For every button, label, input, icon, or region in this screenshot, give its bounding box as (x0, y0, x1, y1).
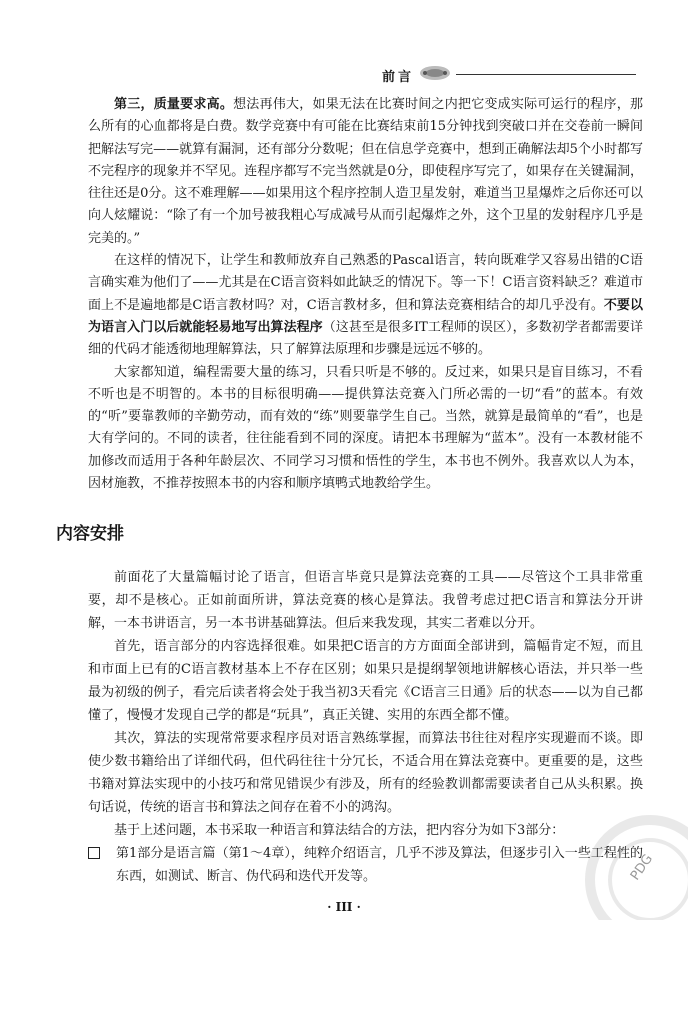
paragraph-lead: 第三，质量要求高。 (114, 97, 234, 112)
watermark-text: PDG (627, 851, 657, 884)
paragraph: 首先，语言部分的内容选择很难。如果把C语言的方方面面全部讲到，篇幅肯定不短，而且和市面上已有的C语言教材基本上不存在区别；如果只是提纲挈领地讲解核心语法，并只举一些最为初级的例子，看完后读者将会处于我当初3天看完《C语言三日通》后的状态——以为自己都懂了，慢慢才发现自己学的都是“玩具”，真正关键、实用的东西全都不懂。 (88, 639, 643, 723)
paragraph: 前面花了大量篇幅讨论了语言，但语言毕竟只是算法竞赛的工具——尽管这个工具非常重要，却不是核心。正如前面所讲，算法竞赛的核心是算法。我曾考虑过把C语言和算法分开讲解，一本书讲语言，另一本书讲基础算法。但后来我发现，其实二者难以分开。 (88, 570, 643, 631)
paragraph (88, 362, 643, 496)
checkbox-bullet-icon (88, 847, 100, 859)
paragraph-text: 在这样的情况下，让学生和教师放弃自己熟悉的Pascal语言，转向既难学又容易出错的C语言确实难为他们了——尤其是在C语言资料如此缺乏的情况下。等一下！C语言资料缺乏？难道市面上不是遍地都是C语言教材吗？对，C语言教材多，但和算法竞赛相结合的却几乎没有。 (88, 253, 643, 313)
body-text (88, 94, 643, 495)
section-heading: 内容安排 (56, 524, 124, 544)
paragraph (88, 94, 643, 250)
paragraph: 基于上述问题，本书采取一种语言和算法结合的方法，把内容分为如下3部分： (114, 823, 565, 838)
paragraph-text: 大家都知道，编程需要大量的练习，只看只听是不够的。反过来，如果只是盲目练习，不看不听也是不明智的。本书的目标很明确——提供算法竞赛入门所必需的一切“看”的蓝本。有效的“听”要靠教师的辛勤劳动，而有效的“练”则要靠学生自己。当然，就算是最简单的“看”，也是大有学问的。不同的读者，往往能看到不同的深度。请把本书理解为“蓝本”。没有一本教材能不加修改而适用于各种年龄层次、不同学习习惯和悟性的学生，本书也不例外。我喜欢以人为本，因材施教，不推荐按照本书的内容和顺序填鸭式地教给学生。 (88, 364, 643, 492)
ornament-icon (418, 64, 452, 82)
paragraph-tail: （这甚至是很多IT工程师的误区），多数初学者都需要详细的代码才能透彻地理解算法，只了解算法原理和步骤是远远不够的。 (88, 319, 643, 358)
paragraph (88, 250, 643, 361)
paragraph: 其次，算法的实现常常要求程序员对语言熟练掌握，而算法书往往对程序实现避而不谈。即使少数书籍给出了详细代码，但代码往往十分冗长，不适合用在算法竞赛中。更重要的是，这些书籍对算法实现中的小技巧和常见错误少有涉及，所有的经验教训都需要读者自己从头积累。换句话说，传统的语言书和算法之间存在着不小的鸿沟。 (88, 731, 643, 815)
header-rule (456, 74, 636, 75)
paragraph-text: 想法再伟大，如果无法在比赛时间之内把它变成实际可运行的程序，那么所有的心血都将是白费。数学竞赛中有可能在比赛结束前15分钟找到突破口并在交卷前一瞬间把解法写完——就算有漏洞，还有部分分数呢；但在信息学竞赛中，想到正确解法却5个小时都写不完程序的现象并不罕见。连程序都写不完当然就是0分，即使程序写完了，如果存在关键漏洞，往往还是0分。这不难理解——如果用这个程序控制人造卫星发射，难道当卫星爆炸之后你还可以向人炫耀说：“除了有一个加号被我粗心写成减号从而引起爆炸之外，这个卫星的发射程序几乎是完美的。” (88, 97, 643, 246)
seal-watermark-icon (560, 800, 688, 920)
page-number: · III · (327, 900, 361, 914)
header-title: 前言 (382, 70, 415, 85)
paragraph-bold: 不要以为语言入门以后就能轻易地写出算法程序 (88, 297, 643, 335)
bullet-text: 第1部分是语言篇（第1～4章），纯粹介绍语言，几乎不涉及算法，但逐步引入一些工程性的东西，如测试、断言、伪代码和迭代开发等。 (116, 846, 643, 884)
